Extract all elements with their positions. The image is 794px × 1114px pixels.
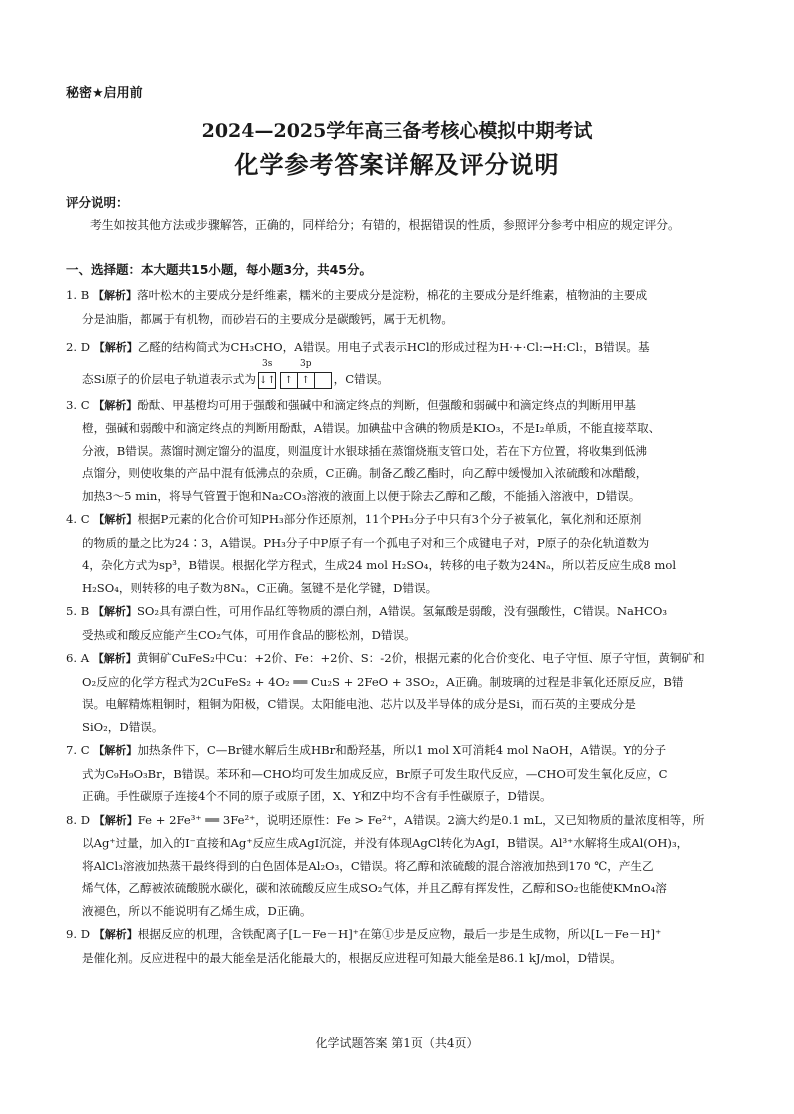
answer-line: 是催化剂。反应进程中的最大能垒是活化能最大的，根据反应进程可知最大能垒是86.1 kJ/mol，D错误。: [82, 950, 622, 965]
answer-line: 分液，B错误。蒸馏时测定馏分的温度，则温度计水银球插在蒸馏烧瓶支管口处，若在下方位置，将收集到低沸: [82, 443, 648, 458]
analysis-tag: 【解析】: [93, 744, 138, 758]
answer-line: 正确。手性碳原子连接4个不同的原子或原子团，X、Y和Z中均不含有手性碳原子，D错误。: [82, 789, 552, 804]
answer-line: ，C错误。: [333, 371, 389, 386]
answer-number: 1. B: [66, 288, 90, 302]
grading-notes-label: 评分说明：: [66, 195, 129, 210]
orbital-box: [315, 372, 332, 389]
answer-line: O₂反应的化学方程式为2CuFeS₂ + 4O₂ ══ Cu₂S + 2FeO + 3SO₂，A正确。制玻璃的过程是非氧化还原反应，B错: [82, 674, 684, 689]
analysis-tag: 【解析】: [92, 652, 137, 666]
answer-number: 4. C: [66, 512, 90, 527]
answer-item-2: [66, 336, 734, 391]
answer-line: 受热或和酸反应能产生CO₂气体，可用作食品的膨松剂，D错误。: [82, 627, 416, 642]
answer-item-5: [66, 600, 734, 646]
answer-line: 4，杂化方式为sp³，B错误。根据化学方程式，生成24 mol H₂SO₄，转移的电子数为24Nₐ，所以若反应生成8 mol: [82, 558, 677, 573]
section-title: 一、选择题：本大题共15小题，每小题3分，共45分。: [66, 262, 372, 277]
answer-line: 以Ag⁺过量，加入的I⁻直接和Ag⁺反应生成AgI沉淀，并没有体现AgCl转化为AgI，B错误。Al³⁺水解将生成Al(OH)₃，: [82, 836, 689, 851]
answer-line: 乙醛的结构简式为CH₃CHO，A错误。用电子式表示HCl的形成过程为H·+·Cl:→H:Cl:，B错误。基: [137, 340, 650, 354]
answer-line: 黄铜矿CuFeS₂中Cu：+2价、Fe：+2价、S：-2价，根据元素的化合价变化、电子守恒、原子守恒，黄铜矿和: [136, 651, 705, 666]
answer-item-8: [66, 809, 734, 923]
answer-item-3: [66, 394, 734, 508]
answer-number: 5. B: [66, 604, 90, 619]
answer-line-with-orbital: [66, 359, 734, 391]
analysis-tag: 【解析】: [93, 341, 138, 354]
answer-number: 6. A: [66, 651, 90, 666]
orbital-diagram: [258, 359, 332, 391]
answer-number: 7. C: [66, 743, 90, 758]
analysis-tag: 【解析】: [93, 813, 138, 827]
answer-line: 态Si原子的价层电子轨道表示式为: [82, 371, 256, 386]
answer-line: H₂SO₄，则转移的电子数为8Nₐ，C正确。氢键不是化学键，D错误。: [82, 580, 438, 595]
answer-line: SO₂具有漂白性，可用作品红等物质的漂白剂，A错误。氢氟酸是弱酸，没有强酸性，C错误。NaHCO₃: [136, 604, 668, 619]
answer-item-4: [66, 508, 734, 599]
orbital-label-3p: 3p: [299, 359, 312, 370]
answer-line: 落叶松木的主要成分是纤维素，糯米的主要成分是淀粉，棉花的主要成分是纤维素，植物油的主要成: [136, 288, 648, 302]
answer-line: SiO₂，D错误。: [82, 719, 164, 734]
answer-list: [66, 284, 734, 970]
answer-line: 根据反应的机理，含铁配离子[L－Fe－H]⁺在第①步是反应物，最后一步是生成物，所以[L－Fe－H]⁺: [137, 927, 662, 942]
analysis-tag: 【解析】: [92, 605, 137, 619]
analysis-tag: 【解析】: [93, 928, 138, 942]
answer-line: 橙，强碱和弱酸中和滴定终点的判断用酚酞，A错误。加碘盐中含碘的物质是KIO₃，不是I₂单质，不能直接萃取、: [82, 421, 661, 436]
orbital-label-3s: 3s: [261, 359, 273, 370]
answer-item-7: [66, 739, 734, 808]
answer-line: 将AlCl₃溶液加热蒸干最终得到的白色固体是Al₂O₃，C错误。将乙醇和浓硫酸的混合溶液加热到170 ℃，产生乙: [82, 858, 654, 873]
answer-line: 根据P元素的化合价可知PH₃部分作还原剂，11个PH₃分子中只有3个分子被氧化，氧化剂和还原剂: [137, 512, 642, 527]
confidential-mark: 秘密★启用前: [66, 86, 143, 101]
document-title: 化学参考答案详解及评分说明: [234, 151, 560, 179]
answer-number: 3. C: [66, 397, 90, 412]
analysis-tag: 【解析】: [93, 513, 138, 527]
analysis-tag: 【解析】: [93, 398, 138, 412]
grading-notes-text: 考生如按其他方法或步骤解答，正确的，同样给分；有错的，根据错误的性质，参照评分参考中相应的规定评分。: [90, 218, 680, 232]
orbital-box: ↓↑: [258, 372, 276, 389]
answer-line: 加热3～5 min，将导气管置于饱和Na₂CO₃溶液的液面上以便于除去乙醇和乙酸，不能插入溶液中，D错误。: [82, 488, 641, 503]
answer-number: 2. D: [66, 340, 91, 354]
orbital-box: ↑: [280, 372, 298, 389]
answer-line: 加热条件下，C—Br键水解后生成HBr和酚羟基，所以1 mol X可消耗4 mol NaOH，A错误。Y的分子: [137, 743, 667, 758]
answer-item-1: [66, 284, 734, 330]
page-footer: 化学试题答案 第1页（共4页）: [315, 1036, 479, 1050]
orbital-box: ↑: [298, 372, 315, 389]
answer-number: 8. D: [66, 812, 91, 827]
answer-item-9: [66, 923, 734, 969]
answer-line: 酚酞、甲基橙均可用于强酸和强碱中和滴定终点的判断，但强酸和弱碱中和滴定终点的判断用甲基: [137, 397, 636, 412]
answer-item-6: [66, 647, 734, 738]
answer-line: 误。电解精炼粗铜时，粗铜为阳极，C错误。太阳能电池、芯片以及半导体的成分是Si，而石英的主要成分是: [82, 697, 636, 712]
exam-title: 2024—2025学年高三备考核心模拟中期考试: [201, 120, 593, 142]
answer-line: 液褪色，所以不能说明有乙烯生成，D正确。: [82, 903, 312, 918]
answer-line: 点馏分，则使收集的产品中混有低沸点的杂质，C正确。制备乙酸乙酯时，向乙醇中缓慢加入浓硫酸和冰醋酸，: [82, 466, 648, 481]
analysis-tag: 【解析】: [92, 289, 137, 302]
answer-number: 9. D: [66, 927, 91, 942]
answer-line: 分是油脂，都属于有机物，而砂岩石的主要成分是碳酸钙，属于无机物。: [82, 311, 454, 326]
answer-line: 的物质的量之比为24∶3，A错误。PH₃分子中P原子有一个孤电子对和三个成键电子对，P原子的杂化轨道数为: [82, 535, 650, 550]
answer-line: Fe + 2Fe³⁺ ══ 3Fe²⁺，说明还原性：Fe > Fe²⁺，A错误。2滴大约是0.1 mL，又已知物质的量浓度相等，所: [137, 812, 705, 827]
answer-line: 式为C₉H₉O₃Br，B错误。苯环和—CHO均可发生加成反应，Br原子可发生取代反应，—CHO可发生氧化反应，C: [82, 766, 668, 781]
answer-line: 烯气体，乙醇被浓硫酸脱水碳化，碳和浓硫酸反应生成SO₂气体，并且乙醇有挥发性，乙醇和SO₂也能使KMnO₄溶: [82, 881, 667, 896]
